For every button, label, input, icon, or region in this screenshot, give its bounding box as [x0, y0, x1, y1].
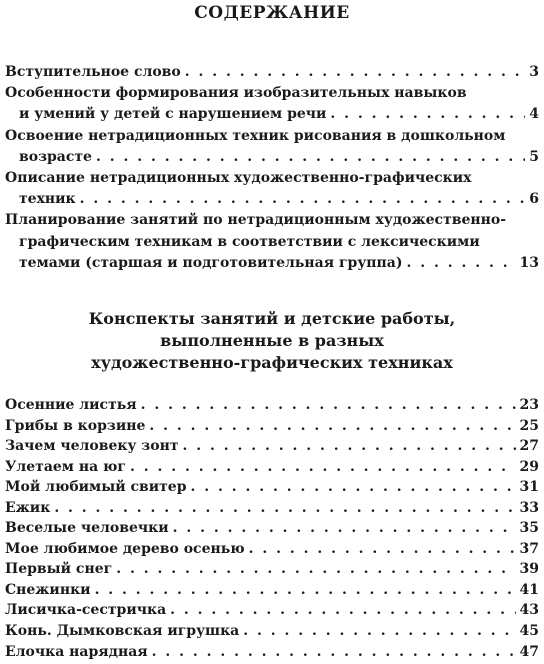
toc-entry-line: [5, 189, 539, 210]
toc-page-number: 6: [529, 191, 539, 208]
toc-introduction-list: [5, 62, 539, 274]
toc-page-number: 35: [519, 520, 539, 537]
toc-entry-text: Веселые человечки: [5, 520, 169, 537]
toc-entry-text: Описание нетрадиционных художественно-графических: [5, 170, 472, 187]
toc-page-number: 23: [519, 397, 539, 413]
dot-leader: [149, 416, 515, 437]
toc-entry-text: Мой любимый свитер: [5, 479, 187, 496]
toc-entry-text: Освоение нетрадиционных техник рисования в дошкольном: [5, 127, 506, 144]
toc-entry-line: [5, 83, 539, 104]
dot-leader: [141, 395, 516, 416]
toc-entry-text: Снежинки: [5, 581, 91, 598]
toc-page-number: 25: [519, 417, 539, 434]
toc-entry-text: Осенние листья: [5, 397, 137, 413]
toc-entry-text: Грибы в корзине: [5, 417, 146, 434]
toc-entry-text: Особенности формирования изобразительных навыков: [5, 85, 467, 102]
toc-entry: [5, 168, 539, 210]
dot-leader: [152, 642, 516, 663]
toc-page-number: 47: [519, 643, 539, 660]
dot-leader: [185, 62, 526, 83]
toc-page-number: 13: [519, 254, 539, 271]
toc-entry-line: [5, 518, 539, 539]
toc-entry-line: [5, 457, 539, 478]
toc-entry-line: [5, 253, 539, 274]
toc-entry: [5, 83, 539, 125]
toc-entry: [5, 395, 539, 416]
toc-entry: [5, 126, 539, 168]
toc-entry: [5, 436, 539, 457]
toc-entry: [5, 642, 539, 663]
dot-leader: [116, 559, 515, 580]
toc-entry: [5, 477, 539, 498]
toc-entry-line: [5, 168, 539, 189]
dot-leader: [249, 539, 516, 560]
toc-entry: [5, 62, 539, 83]
section-heading: [0, 308, 544, 374]
toc-page-number: 45: [519, 623, 539, 640]
toc-entry-line: [5, 126, 539, 147]
toc-entry: [5, 600, 539, 621]
toc-entry: [5, 210, 539, 274]
toc-entry: [5, 457, 539, 478]
toc-entry: [5, 416, 539, 437]
toc-page-number: 39: [519, 561, 539, 578]
dot-leader: [243, 621, 515, 642]
toc-entry: [5, 621, 539, 642]
toc-entry: [5, 518, 539, 539]
toc-page-number: 31: [519, 479, 539, 496]
toc-entry-line: [5, 104, 539, 125]
toc-entry: [5, 580, 539, 601]
dot-leader: [170, 600, 515, 621]
toc-entry-text: Планирование занятий по нетрадиционным художественно-: [5, 212, 507, 229]
toc-entry-text: темами (старшая и подготовительная группа): [19, 254, 403, 271]
toc-entry-line: [5, 539, 539, 560]
toc-entry-line: [5, 559, 539, 580]
toc-page-number: 3: [529, 64, 539, 80]
toc-entry: [5, 539, 539, 560]
toc-entry-line: [5, 395, 539, 416]
toc-entry-text: Улетаем на юг: [5, 458, 126, 475]
section-heading-line: выполненные в разных: [160, 331, 384, 350]
toc-entry-text: Лисичка-сестричка: [5, 602, 167, 619]
dot-leader: [54, 498, 515, 519]
dot-leader: [96, 147, 525, 168]
toc-page-number: 41: [519, 581, 539, 598]
toc-entry-text: возрасте: [19, 148, 92, 165]
toc-entry-line: [5, 600, 539, 621]
toc-entry-text: и умений у детей с нарушением речи: [19, 106, 327, 123]
toc-lessons-list: [5, 395, 539, 662]
dot-leader: [183, 436, 516, 457]
dot-leader: [173, 518, 516, 539]
dot-leader: [330, 104, 525, 125]
toc-entry-line: [5, 477, 539, 498]
toc-entry-text: Конь. Дымковская игрушка: [5, 623, 240, 640]
toc-entry-line: [5, 580, 539, 601]
toc-entry-line: [5, 147, 539, 168]
toc-page-number: 43: [519, 602, 539, 619]
dot-leader: [191, 477, 516, 498]
toc-entry-text: Зачем человеку зонт: [5, 438, 179, 455]
toc-entry-text: техник: [19, 191, 76, 208]
toc-entry-text: Вступительное слово: [5, 64, 181, 80]
toc-entry-text: графическим техникам в соответствии с лексическими: [19, 233, 480, 250]
toc-entry-line: [5, 210, 539, 231]
toc-entry-line: [5, 642, 539, 663]
toc-entry-text: Ежик: [5, 499, 51, 516]
toc-page-number: 5: [529, 148, 539, 165]
dot-leader: [80, 189, 526, 210]
toc-page-number: 37: [519, 540, 539, 557]
toc-entry-text: Мое любимое дерево осенью: [5, 540, 245, 557]
toc-page-number: 33: [519, 499, 539, 516]
toc-entry-line: [5, 621, 539, 642]
toc-entry-line: [5, 498, 539, 519]
toc-entry: [5, 498, 539, 519]
dot-leader: [406, 253, 515, 274]
toc-page-number: 29: [519, 458, 539, 475]
dot-leader: [95, 580, 516, 601]
toc-entry-text: Елочка нарядная: [5, 643, 148, 660]
toc-page-number: 27: [519, 438, 539, 455]
toc-title: СОДЕРЖАНИЕ: [194, 3, 350, 23]
toc-entry-line: [5, 416, 539, 437]
toc-entry-line: [5, 232, 539, 253]
toc-entry-line: [5, 436, 539, 457]
section-heading-line: Конспекты занятий и детские работы,: [88, 309, 456, 328]
dot-leader: [130, 457, 516, 478]
toc-entry-line: [5, 62, 539, 83]
section-heading-line: художественно-графических техниках: [91, 353, 453, 372]
toc-page-number: 4: [529, 106, 539, 123]
toc-entry: [5, 559, 539, 580]
toc-entry-text: Первый снег: [5, 561, 113, 578]
